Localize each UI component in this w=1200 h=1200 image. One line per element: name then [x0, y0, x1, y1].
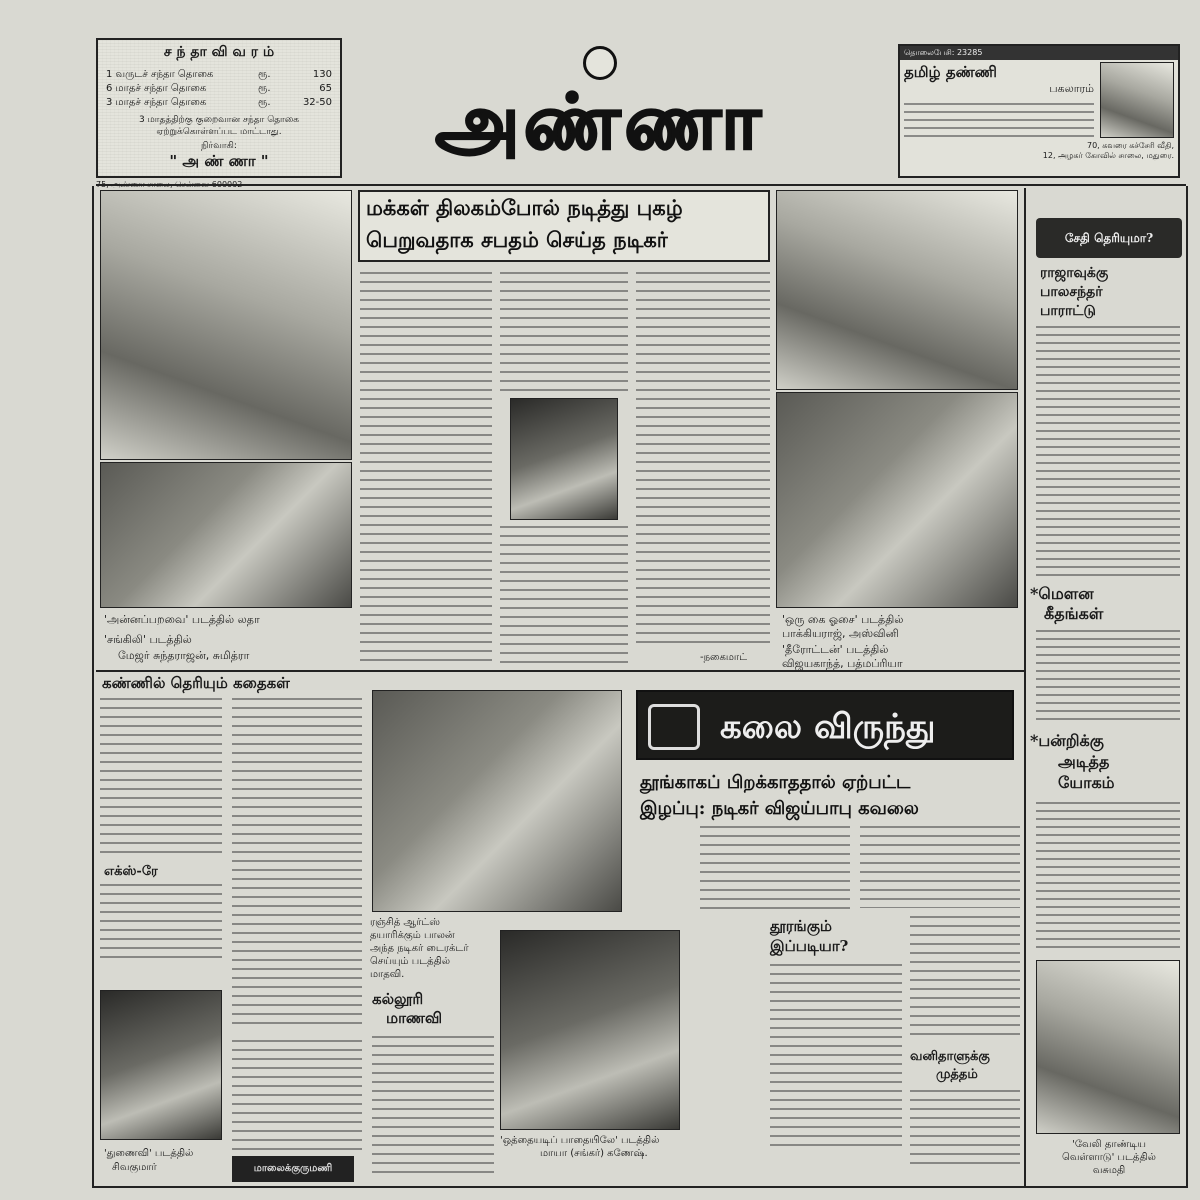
lead-photo-couple [100, 462, 352, 608]
feature-sub-line: முத்தம் [936, 1067, 978, 1082]
feature-body-3 [770, 964, 902, 1150]
feature-sub-title [770, 916, 890, 956]
subscription-note: ஏற்றுக்கொள்ளப்பட மாட்டாது. [156, 127, 282, 137]
feature-headline-line: இழப்பு: நடிகர் விஜய்பாபு கவலை [640, 798, 919, 819]
center-photo-caption [370, 916, 490, 981]
rate-amount: 130 [312, 69, 332, 80]
manager-label: நிர்வாகி: [201, 141, 237, 151]
lead-body-column-2b [500, 526, 628, 664]
center-dance-caption-line: 'ஒத்தையடிப் பாதையிலே' படத்தில் [500, 1135, 660, 1146]
section-title-kannil: கண்ணில் தெரியும் கதைகள் [102, 674, 290, 692]
college-student-title [372, 990, 492, 1028]
lead-byline: -நகைமாட் [700, 652, 748, 663]
feature-headline-line: தூங்காகப் பிறக்காததால் ஏற்பட்ட [640, 772, 911, 793]
left-body-1 [100, 698, 222, 858]
lead-body-column-3 [636, 272, 770, 650]
right-photo-couple-2 [776, 392, 1018, 608]
lead-headline: மக்கள் திலகம்போல் நடித்து புகழ் [366, 195, 683, 220]
center-photo-dance [500, 930, 680, 1130]
ad-text-lines [904, 103, 1094, 139]
feature-body-2 [860, 826, 1020, 908]
sidebar-title-line: அடித்த [1058, 752, 1110, 771]
sidebar-title-line: *பன்றிக்கு [1030, 731, 1104, 750]
center-caption-line: ரஞ்சித் ஆர்ட்ஸ் [370, 917, 441, 928]
right-photo-couple-1 [776, 190, 1018, 390]
college-title-line: மாணவி [386, 1009, 443, 1027]
subscription-rates [106, 68, 332, 110]
ad-tagline: பகலாரம் [1049, 82, 1094, 95]
rate-amount: 32-50 [302, 97, 332, 108]
left-caption: சிவகுமார் [112, 1162, 157, 1173]
sidebar-photo-vasumathi [1036, 960, 1180, 1134]
sidebar-badge [1036, 218, 1182, 258]
sidebar-caption [1036, 1138, 1182, 1177]
left-caption: 'துணைவி' படத்தில் [104, 1148, 194, 1159]
sidebar-title-line: *மௌன [1030, 584, 1094, 603]
masthead-title: அண்ணா [435, 77, 765, 166]
subscription-box [96, 38, 342, 178]
sidebar-caption-line: வெள்ளாடு' படத்தில் [1062, 1152, 1156, 1163]
sidebar-title-line: யோகம் [1058, 773, 1115, 792]
rate-rs: ரூ. [258, 97, 271, 108]
subscription-note: 3 மாதத்திற்கு குறைவான சந்தா தொகை [138, 115, 300, 125]
lead-headline-box [358, 190, 770, 262]
center-caption-line: செய்யும் படத்தில் [370, 956, 451, 967]
ad-portrait-photo [1100, 62, 1174, 138]
left-photo-sivakumar [100, 990, 222, 1140]
sidebar-body-1 [1036, 326, 1180, 582]
feature-sub-line: இப்படியா? [770, 937, 849, 955]
left-body-3 [100, 884, 222, 964]
lead-caption: 'அன்னப்பறவை' படத்தில் லதா [104, 613, 260, 626]
lead-body-column-2 [500, 272, 628, 394]
lead-headline: பெறுவதாக சபதம் செய்த நடிகர் [366, 227, 668, 252]
center-body [372, 1036, 494, 1180]
masthead-rule [96, 184, 1186, 186]
section-title-xray: எக்ஸ்-ரே [104, 864, 158, 879]
feature-sub-line: தூரங்கும் [770, 917, 833, 935]
center-dance-caption [500, 1134, 760, 1160]
sidebar-body-2 [1036, 630, 1180, 722]
college-title-line: கல்லூரி [372, 990, 424, 1008]
feature-headline [640, 770, 1020, 822]
center-caption-line: அந்த நடிகர் டைரக்டர் [370, 943, 469, 954]
feature-sub-line: வனிதாளுக்கு [910, 1049, 990, 1064]
sidebar-caption-line: வசுமதி [1092, 1165, 1126, 1176]
rate-rs: ரூ. [258, 83, 271, 94]
left-logo-box [232, 1156, 354, 1182]
left-body-2 [232, 698, 362, 1028]
right-caption: விஜயகாந்த், பத்மப்ரியா [782, 657, 903, 670]
feature-banner-text: கலை விருந்து [720, 707, 936, 747]
section-rule [96, 670, 1024, 672]
rate-term: 1 வருடச் சந்தா தொகை [106, 69, 214, 80]
feature-banner [636, 690, 1014, 760]
lead-caption: மேஜர் சுந்தராஜன், சுமித்ரா [118, 649, 250, 662]
sidebar-title-line: பாராட்டு [1040, 303, 1096, 319]
center-photo-madhavi [372, 690, 622, 912]
advertisement [898, 44, 1180, 178]
subscription-heading: ச ந் தா வி வ ர ம் [163, 44, 275, 60]
feature-sub-title [910, 1048, 1020, 1084]
left-body-4 [232, 1040, 362, 1150]
right-caption: 'ஒரு கை ஓசை' படத்தில் [782, 613, 904, 626]
sidebar-title-line: கீதங்கள் [1044, 604, 1104, 623]
sidebar-title-line: ராஜாவுக்கு [1040, 265, 1109, 281]
sidebar-body-3 [1036, 802, 1180, 952]
rate-term: 3 மாதச் சந்தா தொகை [106, 97, 207, 108]
ad-address: 70, கவரை கச்சேரி வீதி, [1087, 141, 1174, 150]
rate-rs: ரூ. [258, 69, 271, 80]
ad-brand: தமிழ் தண்ணி [904, 63, 997, 81]
left-logo-text: மாலைக்குருமணி [253, 1163, 333, 1174]
ad-address: 12, அழகர் கோவில் சாலை, மதுரை. [1042, 151, 1174, 160]
feature-body-4 [910, 916, 1020, 1042]
feature-body-5 [910, 1090, 1020, 1170]
lead-portrait-photo [510, 398, 618, 520]
sidebar-item-title [1040, 264, 1180, 321]
lead-caption: 'சங்கிலி' படத்தில் [104, 633, 192, 646]
rate-term: 6 மாதச் சந்தா தொகை [106, 83, 207, 94]
sidebar-item-title [1030, 730, 1180, 793]
feature-body-1 [700, 826, 850, 910]
center-dance-caption-line: மாயா (சங்கர்) கணேஷ். [540, 1148, 648, 1159]
manager-name: " அ ண் ணா " [169, 152, 269, 170]
sidebar-item-title [1030, 584, 1180, 624]
sidebar-title-line: பாலசந்தர் [1040, 284, 1103, 300]
lead-photo-woman-with-letter [100, 190, 352, 460]
right-caption: 'தீரோட்டன்' படத்தில் [782, 643, 889, 656]
ad-phone: தொலைபேசி: 23285 [900, 46, 1178, 60]
sidebar-caption-line: 'வேலி தாண்டிய [1072, 1139, 1146, 1150]
rate-amount: 65 [319, 83, 332, 94]
center-caption-line: தயாரிக்கும் பாலன் [370, 930, 455, 941]
lead-body-column-1 [360, 272, 492, 664]
camera-icon [648, 704, 700, 750]
center-caption-line: மாதவி. [370, 969, 405, 980]
right-caption: பாக்கியராஜ், அஸ்வினி [782, 627, 899, 640]
sidebar-divider [1024, 188, 1026, 1188]
sidebar-badge-text: சேதி தெரியுமா? [1064, 231, 1154, 245]
